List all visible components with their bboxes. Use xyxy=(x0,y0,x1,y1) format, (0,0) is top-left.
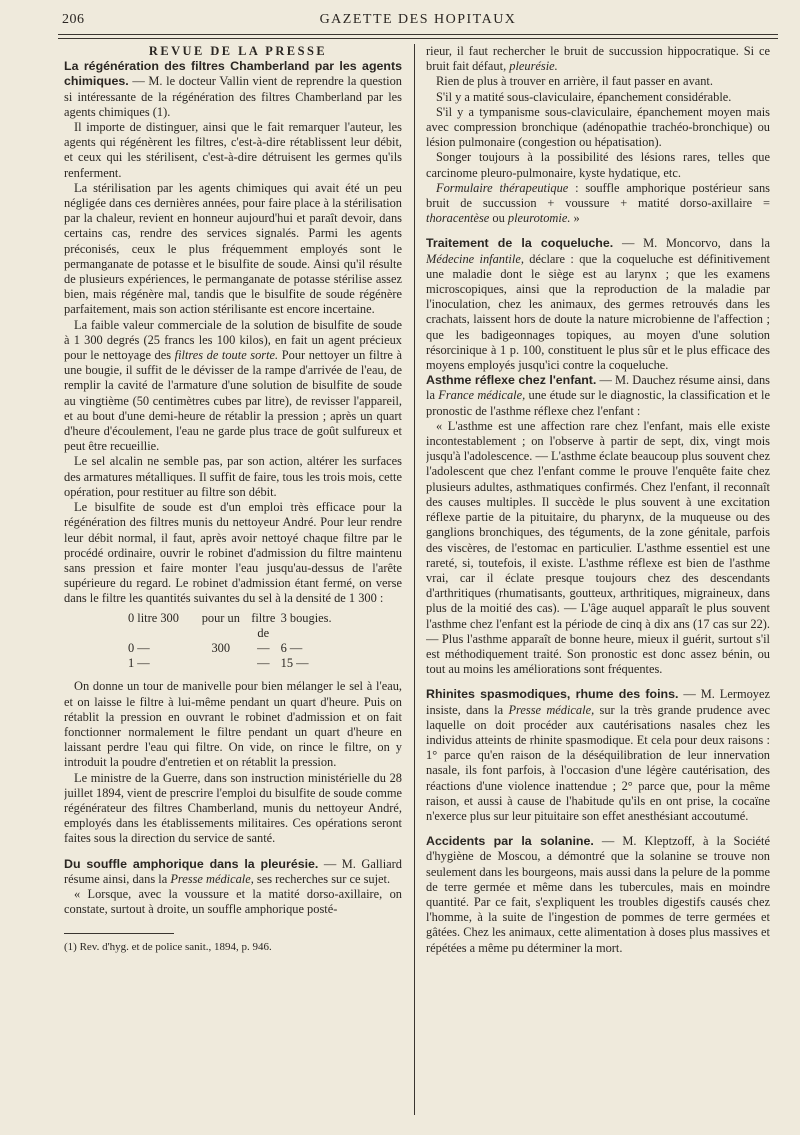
table-row: 1 — — 15 — xyxy=(128,656,309,671)
article-asthme: Asthme réflexe chez l'enfant. — M. Dauchez résume ainsi, dans la France médicale, une étude sur le diagnostic, la classification et le pronostic de l'asthme réflexe chez l'enfant : xyxy=(426,373,770,418)
article-souffle: Du souffle amphorique dans la pleurésie. — M. Galliard résume ainsi, dans la Presse médicale, ses recherches sur ce sujet. xyxy=(64,856,402,886)
header-rule xyxy=(58,34,778,35)
section-title: REVUE DE LA PRESSE xyxy=(148,44,328,58)
footnote: (1) Rev. d'hyg. et de police sanit., 1894, p. 946. xyxy=(64,941,272,954)
footnote-rule xyxy=(64,933,174,934)
article-rhinites: Rhinites spasmodiques, rhume des foins. — M. Lermoyez insiste, dans la Presse médicale, sur la très grande prudence avec laquelle on doit procéder aux cautérisations nasales chez les individus atteints de rhinite spasmodique. Et cela pour deux raisons : 1° parce qu'en raison de la déséquilibration de leur innervation nasale, ils font parfois, à l'occasion d'une légère cautérisation, des réactions d'une violence inattendue ; 2° parce que, pour la même raison, et aussi à cause de l'habitude qu'ils en ont prise, la cocaïne n'exerce plus sur leur pituitaire son effet anesthésiant accoutumé. xyxy=(426,687,770,823)
paragraph: « L'asthme est une affection rare chez l'enfant, mais elle existe incontestablement ; on l'observe à partir de sept, dix, vingt mois jusqu'à l'adolescence. — L'asthme éclate beaucoup plus souvent chez l'adolescent que chez l'enfant comme le prouve l'enquête faite chez plusieurs adultes, asthmatiques confirmés. Chez l'enfant, il reconnaît des causes multiples. Il succède le plus souvent à une excitation réflexe partie de la pituitaire, du pharynx, de la muqueuse ou des ganglions bronchiques, des téguments, de la zone génitale, parfois des viscères, de l'estomac en particulier. L'asthme essentiel est une rareté, si, toutefois, il existe. L'asthme réflexe est bien de l'asthme vrai, car il éclate presque toujours chez des descendants d'arthritiques (rhumatisants, goutteux, arthritiques, migraineux, dans plus de la moitié des cas). — L'âge auquel apparaît le plus souvent l'asthme chez l'enfant est la période de cinq à dix ans (17 cas sur 22). — Plus l'asthme apparaît de bonne heure, mieux il guérit, surtout s'il est méthodiquement traité. Son pronostic est donc assez bénin, ou tout au moins les améliorations sont fréquentes. xyxy=(426,418,770,677)
article-title: Accidents par la solanine. xyxy=(426,834,594,849)
article-title: Asthme réflexe chez l'enfant. xyxy=(426,373,597,388)
right-column xyxy=(426,44,770,1115)
paragraph: rieur, il faut rechercher le bruit de succussion hippocratique. Si ce bruit fait défaut, pleurésie. xyxy=(426,44,770,74)
article-filtres: La régénération des filtres Chamberland par les agents chimiques. — M. le docteur Vallin vient de reprendre la question si intéressante de la régénération des filtres Chamberland par les agents chimiques (1). xyxy=(64,59,402,119)
paragraph: On donne un tour de manivelle pour bien mélanger le sel à l'eau, et on laisse le filtre à lui-même pendant un quart d'heure. Puis on rétablit la pression en ouvrant le robinet d'admission et on fait fonctionner normalement le filtre pendant un quart d'heure en laissant perdre l'eau qui filtre. On vide, on rince le filtre, on y introduit la poudre d'entretien et on rétablit la pression. xyxy=(64,679,402,770)
table-row: 0 — 300 — 6 — xyxy=(128,640,303,655)
article-coqueluche: Traitement de la coqueluche. — M. Moncorvo, dans la Médecine infantile, déclare : que la coqueluche est définitivement une maladie dont le siège est au larynx ; que les examens microscopiques, ainsi que la reproduction de la maladie par l'inoculation, chez les animaux, des germes retrouvés dans les crachats, laissent hors de doute la nature microbienne de l'affection ; que les badigeonnages topiques, au moyen d'une solution résorcinique à 1 p. 100, constituent le plus sûr et le plus efficace des moyens employés jusqu'ici contre la coqueluche. xyxy=(426,236,770,373)
paragraph: Il importe de distinguer, ainsi que le fait remarquer l'auteur, les agents qui régénèrent les filtres, c'est-à-dire rétablissent leur débit, et ceux qui les stérilisent, c'est-à-dire détruisent les germes qu'ils renferment. xyxy=(64,120,402,180)
column-divider xyxy=(414,44,415,1115)
paragraph: « Lorsque, avec la voussure et la matité dorso-axillaire, on constate, surtout à droite, un souffle amphorique posté- xyxy=(64,886,402,917)
header-rule-thin xyxy=(58,38,778,39)
paragraph: Le bisulfite de soude est d'un emploi très efficace pour la régénération des filtres munis du nettoyeur André. Pour leur rendre leur débit normal, il faut, après avoir nettoyé chaque filtre par le procédé ordinaire, ouvrir le robinet d'admission du filtre maintenu sans pression et faire monter l'eau jusqu'au-dessus de l'arête supérieure du regard. Le robinet d'admission étant fermé, on verse dans le filtre les quantités suivantes du sel à la densité de 1 300 : xyxy=(64,500,402,606)
table-row: 0 litre 300 pour un filtre de 3 bougies. xyxy=(128,610,332,640)
paragraph: Songer toujours à la possibilité des lésions rares, telles que carcinome pleuro-pulmonaire, kyste hydatique, etc. xyxy=(426,150,770,180)
paragraph: Le ministre de la Guerre, dans son instruction ministérielle du 28 juillet 1894, vient de prescrire l'emploi du bisulfite de soude comme régénérateur des filtres Chamberland, munis du nettoyeur André, employés dans les établissements militaires. Ces opérations seront faites sous la direction du service de santé. xyxy=(64,770,402,846)
quantities-table xyxy=(128,611,402,672)
paragraph: Rien de plus à trouver en arrière, il faut passer en avant. xyxy=(436,74,713,89)
article-title: Rhinites spasmodiques, rhume des foins. xyxy=(426,687,679,702)
article-title: La régénération des filtres Chamberland par les agents chimiques. xyxy=(64,59,402,89)
paragraph: Formulaire thérapeutique : souffle amphorique postérieur sans bruit de succussion + voussure + matité dorso-axillaire = thoracentèse ou pleurotomie. » xyxy=(426,180,770,226)
paragraph: Le sel alcalin ne semble pas, par son action, altérer les surfaces des armatures métalliques. Il suffit de faire, tous les trois mois, cette opération, pour restituer au filtre son débit. xyxy=(64,454,402,499)
article-solanine: Accidents par la solanine. — M. Kleptzoff, à la Société d'hygiène de Moscou, a démontré que la solanine se trouve non seulement dans les bourgeons, mais aussi dans la pelure de la pomme de terre germée et même dans les tubercules, mais en moindre quantité. Par ce fait, s'expliquent les troubles digestifs causés chez l'homme, à la suite de l'ingestion de pommes de terre germées et gâtées. Chez les animaux, cette alimentation à doses plus massives et répétées a même pu déterminer la mort. xyxy=(426,834,770,955)
page-number: 206 xyxy=(62,12,85,27)
journal-title: GAZETTE DES HOPITAUX xyxy=(319,12,517,27)
article-title: Traitement de la coqueluche. xyxy=(426,236,614,251)
left-column xyxy=(64,44,402,1115)
paragraph: La faible valeur commerciale de la solution de bisulfite de soude à 1 300 degrés (25 francs les 100 kilos), en fait un agent précieux pour le nettoyage des filtres de toute sorte. Pour nettoyer un filtre à une bougie, il suffit de le dévisser de la rampe d'arrivée de l'eau, de remplir la cavité de l'armature d'une solution de bisulfite de soude au vingtième (50 centimètres cubes par litre), de revisser l'appareil, et au bout d'une demi-heure de rétablir la pression ; après un quart d'heure d'écoulement, l'eau ne garde plus trace de goût sulfureux et peut être recueillie. xyxy=(64,317,402,454)
paragraph: S'il y a matité sous-claviculaire, épanchement considérable. xyxy=(436,89,732,104)
paragraph: S'il y a tympanisme sous-claviculaire, épanchement moyen mais avec compression bronchique (adénopathie trachéo-bronchique) ou lésion pulmonaire (congestion ou hépatisation). xyxy=(426,104,770,150)
article-title: Du souffle amphorique dans la pleurésie. xyxy=(64,856,319,871)
paragraph: La stérilisation par les agents chimiques qui avait été un peu négligée dans ces dernières années, pour faire place à la stérilisation par la chaleur, revient en honneur aujourd'hui et paraît devoir, dans certains cas, rendre des services signalés. Parmi les agents préconisés, ceux le plus fréquemment employés sont le permanganate de potasse et le bisulfite de soude. Ainsi qu'il résulte de plusieurs expériences, le permanganate de potasse stérilise assez bien, mais régénère mal, tandis que le bisulfite de soude régénère parfaitement, mais son action stérilisante est encore incertaine. xyxy=(64,180,402,317)
